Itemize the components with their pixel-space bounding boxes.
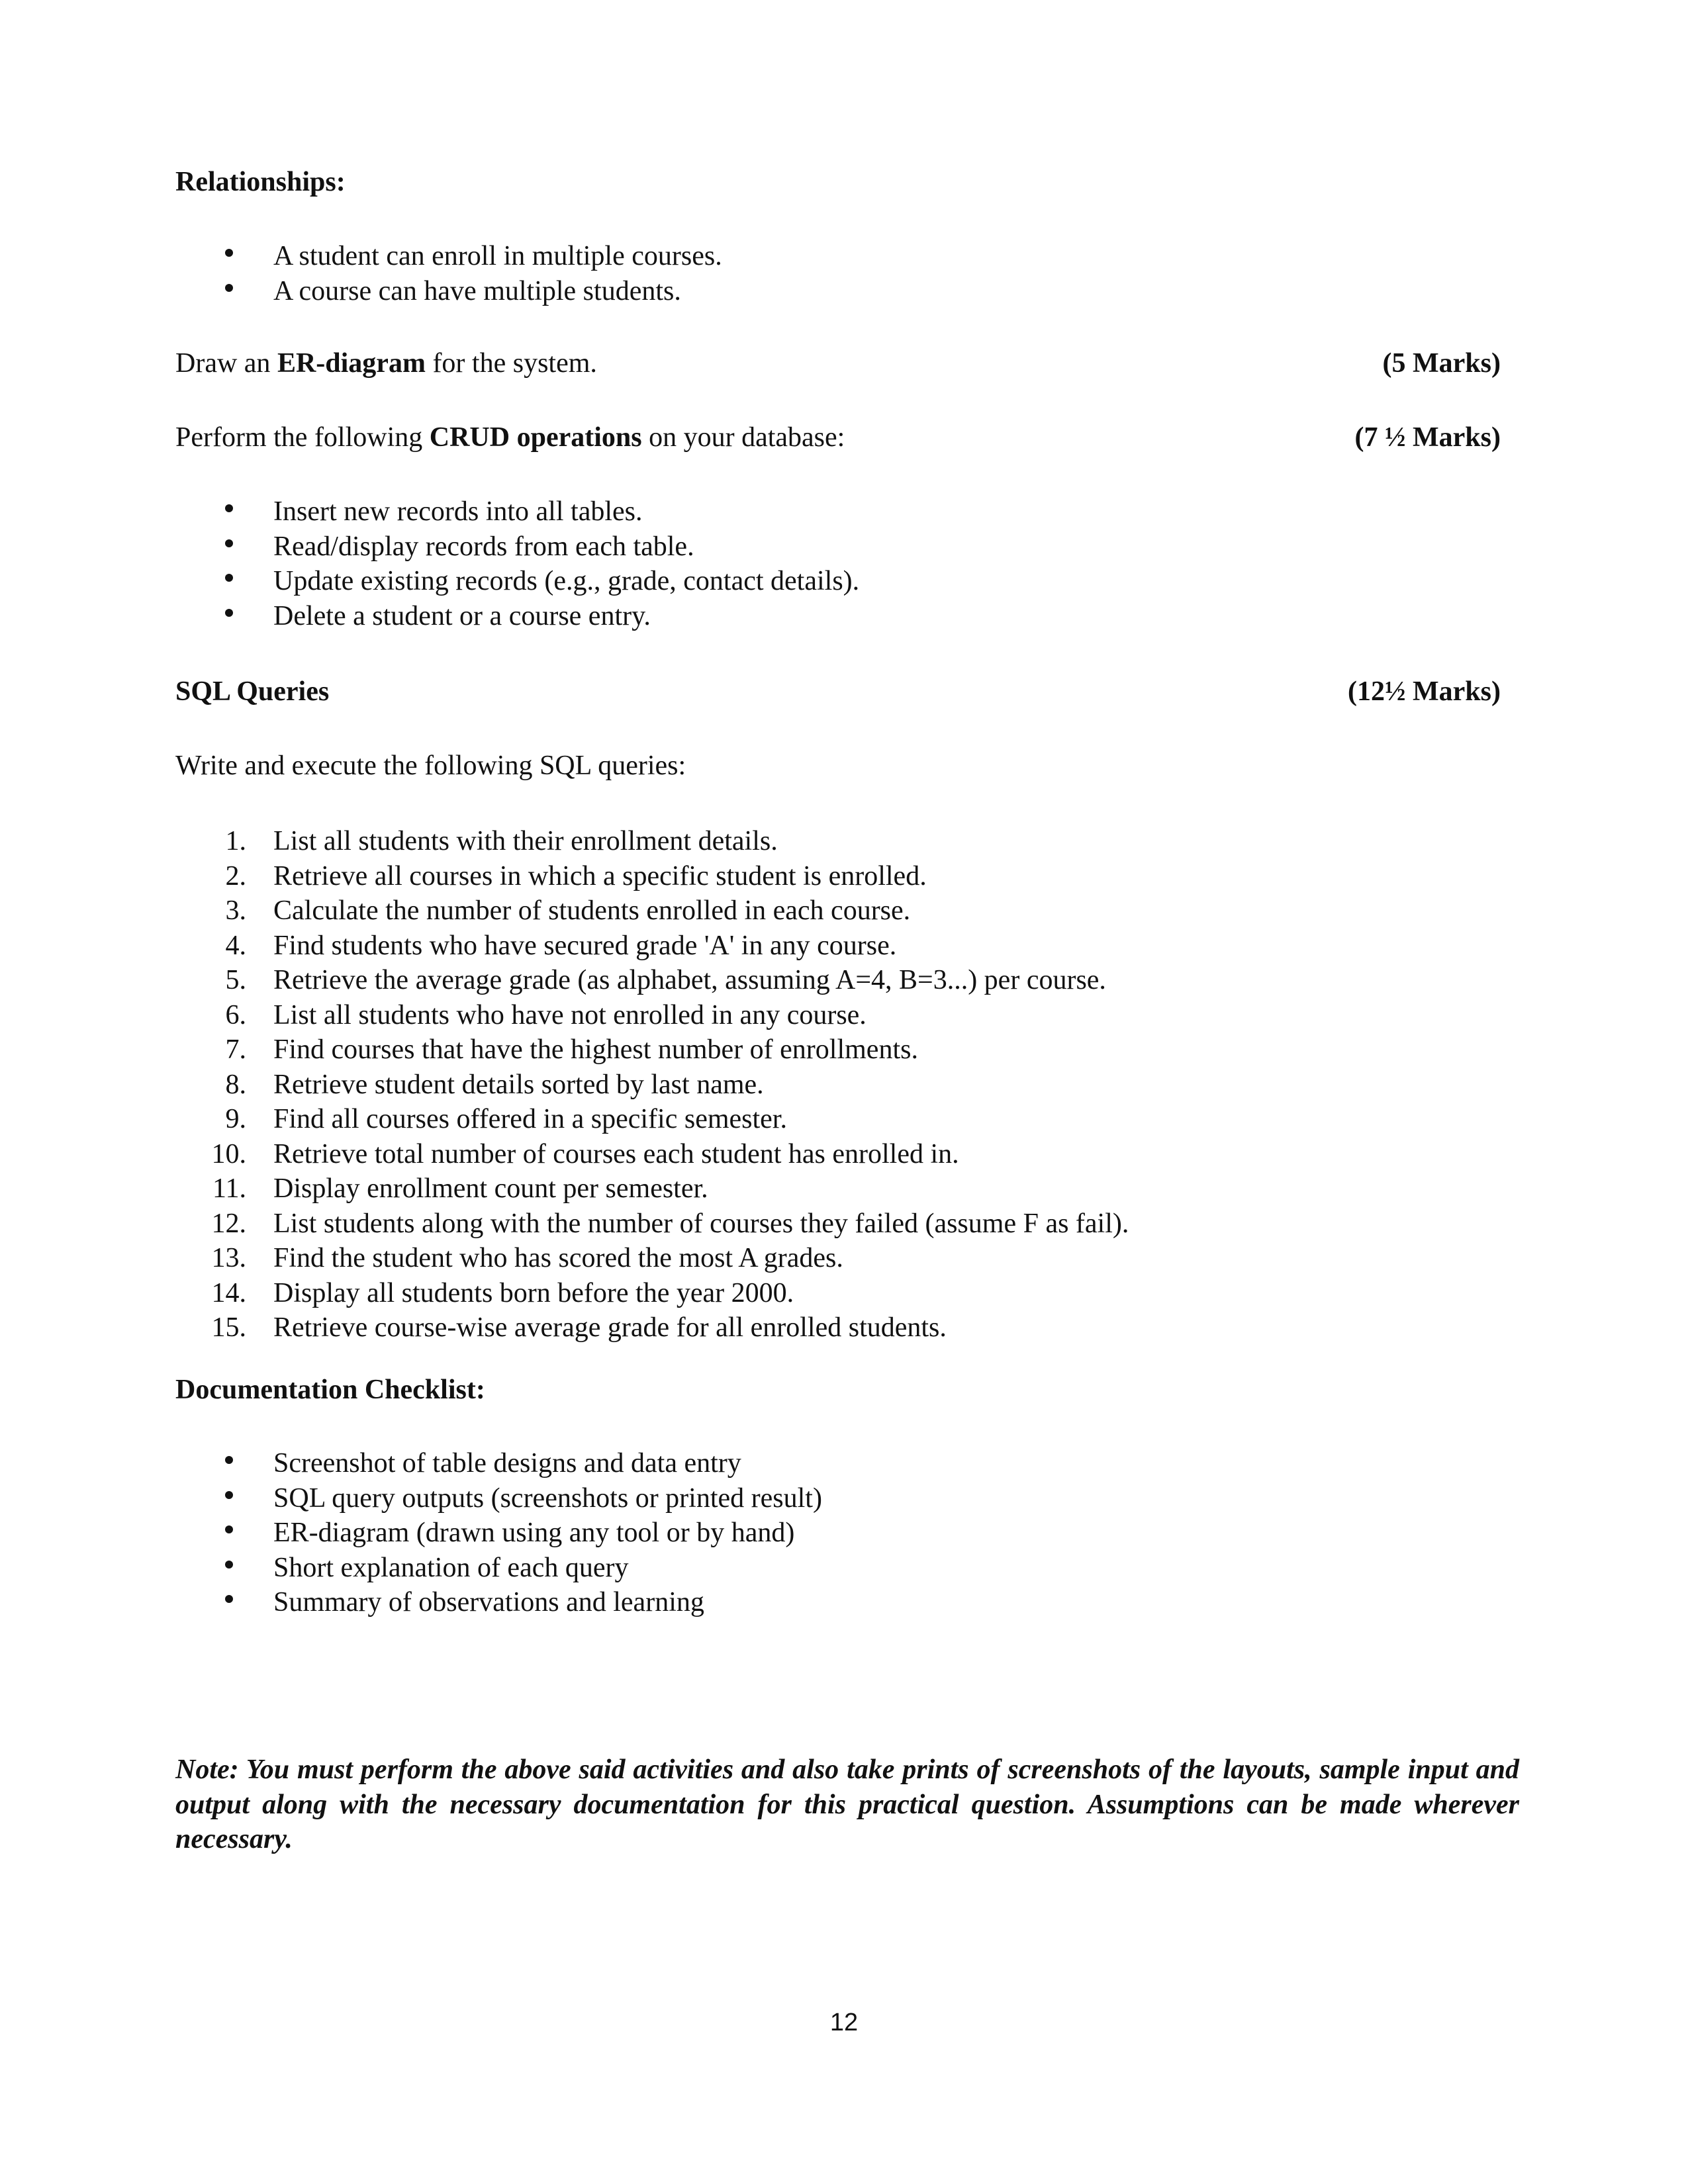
document-page: Relationships: A student can enroll in multiple courses. A course can have multiple students. Draw an ER-diagram for the system. (5 Marks) Perform the following CRUD operations on your database: (7 ½ Marks) Insert new records into all tables. Read/display records from each table. Update existing records (e.g., grade, contact details). Delete a student or a course entry. SQL Queries (12½ Marks) Write and execute the following SQL queries: 1. List all students with their enrollment details. 2. Retrieve all courses in which a specific student is enrolled. 3. Calculate the number of students enrolled in each course. 4. Find students who have secured grade 'A' in any course. 5. Retrieve the average grade (as alphabet, assuming A=4, B=3...) per course. 6. List all students who have not enrolled in any course. 7. Find courses that have the highest number of enrollments. 8. Retrieve student details sorted by last name. 9. Find all courses offered in a specific semester. 10. Retrieve total number of courses each student has enrolled in. 11. Display enrollment count per semester. 12. List students along with the number of courses they failed (assume F as fail). 13. Find the student who has scored the most A grades. 14. Display all students born before the year 2000. 15. Retrieve course-wise average grade for all enrolled students. Documentation Checklist: Screenshot of table designs and data entry SQL query outputs (screenshots or printed result) ER-diagram (drawn using any tool or by hand) Short explanation of each query Summary of observations and learning Note: You must perform the above said activities and also take prints of screenshots of the layouts, sample input and output along with the necessary documentation for this practical question. Assumptions can be made wherever necessary. 12 [0, 0, 1688, 2184]
bullet-icon [225, 1491, 233, 1499]
bullet-icon [225, 539, 233, 547]
sql-queries-intro: Write and execute the following SQL queries: [175, 751, 686, 781]
bullet-icon [225, 1561, 233, 1569]
sql-queries-heading: SQL Queries [175, 676, 330, 707]
er-diagram-marks: (5 Marks) [1382, 348, 1501, 379]
relationships-heading: Relationships: [175, 167, 346, 197]
crud-marks: (7 ½ Marks) [1354, 422, 1501, 453]
page-number: 12 [829, 2009, 859, 2036]
documentation-heading: Documentation Checklist: [175, 1375, 485, 1405]
bullet-icon [225, 574, 233, 582]
sql-queries-marks: (12½ Marks) [1348, 676, 1501, 707]
crud-keyword: CRUD operations [429, 422, 642, 453]
bullet-icon [225, 249, 233, 257]
note-paragraph: Note: You must perform the above said activities and also take prints of screenshots of the layouts, sample input and output along with the necessary documentation for this practical question. Assumptions can be made wherever necessary. [175, 1754, 1519, 1854]
er-diagram-keyword: ER-diagram [277, 348, 426, 379]
bullet-icon [225, 1456, 233, 1464]
bullet-icon [225, 1595, 233, 1603]
bullet-icon [225, 609, 233, 617]
bullet-icon [225, 1525, 233, 1533]
er-diagram-task: Draw an ER-diagram for the system. [175, 348, 597, 379]
bullet-icon [225, 504, 233, 512]
bullet-icon [225, 284, 233, 292]
crud-task: Perform the following CRUD operations on your database: [175, 422, 845, 453]
